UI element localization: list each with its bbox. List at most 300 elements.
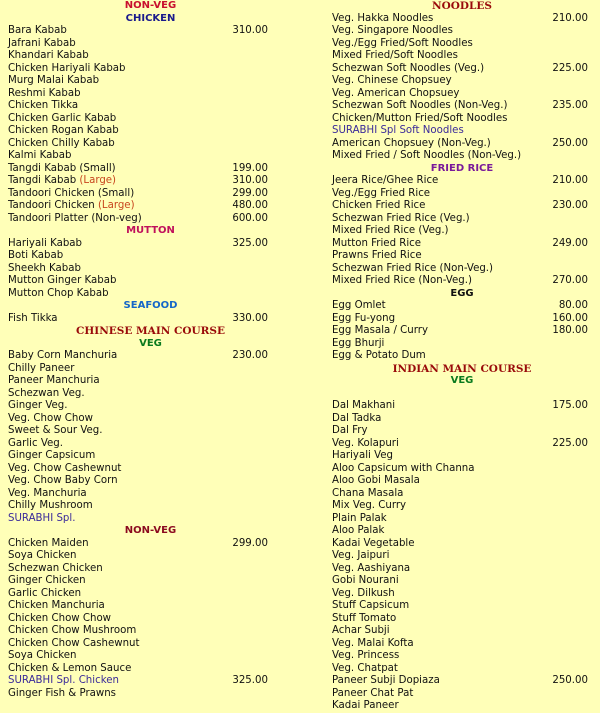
- menu-item: [332, 588, 592, 601]
- menu-item-price: 230.00: [552, 200, 588, 211]
- menu-item: [8, 200, 293, 213]
- menu-item-name-text: Mixed Fried/Soft Noodles: [332, 50, 458, 61]
- menu-item: [332, 188, 592, 201]
- menu-column-right: [332, 0, 592, 713]
- menu-item-name-text: Dal Tadka: [332, 412, 382, 424]
- menu-item: [8, 613, 293, 626]
- menu-item-name-text: Mutton Ginger Kabab: [8, 275, 117, 286]
- menu-item-name-text: Ginger Fish & Prawns: [8, 687, 116, 699]
- menu-item-name: [8, 263, 81, 276]
- menu-item-name-text: Veg. Aashiyana: [332, 562, 411, 574]
- menu-item-name-text: Kadai Vegetable: [332, 537, 415, 549]
- menu-item-name-text: Paneer Manchuria: [8, 375, 100, 386]
- menu-item-name-text: Veg. Jaipuri: [332, 550, 390, 561]
- menu-item-name: [8, 63, 126, 76]
- menu-item: [8, 513, 293, 526]
- menu-item-name: [332, 13, 433, 26]
- menu-item-name-text: Veg. Chinese Chopsuey: [332, 75, 452, 86]
- menu-item-name-text: Veg. Singapore Noodles: [332, 25, 453, 36]
- menu-item: [8, 438, 293, 451]
- menu-item-name: [332, 188, 430, 201]
- menu-item-size: (Large): [97, 200, 135, 211]
- menu-item-name-text: Veg. Manchuria: [8, 487, 87, 499]
- menu-item-name-text: Reshmi Kabab: [8, 87, 81, 99]
- menu-item-name: [8, 375, 100, 388]
- menu-item-price: 180.00: [552, 325, 588, 336]
- menu-item-name-text: Tandoori Platter (Non-veg): [8, 212, 142, 224]
- menu-item: [8, 600, 293, 613]
- menu-item-name: [8, 275, 116, 288]
- menu-item-name: [8, 88, 81, 101]
- menu-item-name: [8, 200, 135, 213]
- menu-item: [8, 638, 293, 651]
- menu-item-name: [332, 650, 399, 663]
- menu-item-name-text: Achar Subji: [332, 625, 390, 636]
- menu-item: [332, 175, 592, 188]
- menu-item-name-text: Ginger Veg.: [8, 400, 68, 411]
- menu-item-name: [8, 175, 116, 188]
- menu-item-name: [332, 150, 521, 163]
- menu-item-name: [332, 513, 387, 526]
- menu-item-name-text: Veg. Dilkush: [332, 587, 395, 599]
- menu-item: [332, 350, 592, 363]
- menu-item-name-text: Veg. Princess: [332, 650, 400, 661]
- menu-item-price: 299.00: [232, 537, 268, 549]
- menu-item-name: [332, 75, 452, 88]
- menu-item: [332, 238, 592, 251]
- menu-item-name: [332, 63, 484, 76]
- menu-item-name-text: Veg. Chow Cashewnut: [8, 462, 122, 474]
- menu-item-name-text: Veg. Kolapuri: [332, 437, 399, 449]
- menu-item-name: [332, 625, 390, 638]
- menu-item: [332, 675, 592, 688]
- menu-item-name: [332, 675, 440, 688]
- menu-item: [332, 125, 592, 138]
- menu-item-price: 210.00: [552, 12, 588, 24]
- menu-item-name-text: Tandoori Chicken: [8, 200, 95, 211]
- menu-item-name: [332, 613, 396, 626]
- menu-item-price: 225.00: [552, 437, 588, 449]
- menu-item-name-text: Chicken Rogan Kabab: [8, 125, 119, 136]
- menu-item-name: [332, 425, 368, 438]
- menu-item-name-text: Chicken Chow Cashewnut: [8, 637, 140, 649]
- menu-item: [8, 675, 293, 688]
- menu-item-name: [8, 638, 140, 651]
- menu-item-price: 330.00: [232, 312, 268, 324]
- menu-item-name: [332, 113, 507, 126]
- menu-item-name: [8, 463, 121, 476]
- menu-item-name-text: Chicken Chow Chow: [8, 612, 112, 624]
- menu-item: [8, 175, 293, 188]
- menu-item-name: [332, 450, 393, 463]
- menu-item-name-text: Egg & Potato Dum: [332, 350, 426, 361]
- menu-item-name-text: Hariyali Veg: [332, 450, 394, 461]
- menu-item-price: 310.00: [232, 175, 268, 186]
- menu-item-name-text: Veg. Hakka Noodles: [332, 12, 434, 24]
- menu-item: [332, 513, 592, 526]
- menu-item: [8, 163, 293, 176]
- menu-item-name: [8, 575, 86, 588]
- menu-item-name-text: Murg Malai Kabab: [8, 75, 100, 86]
- menu-item-name-text: Tangdi Kabab (Small): [8, 162, 116, 174]
- menu-item-name-text: Kalmi Kabab: [8, 150, 72, 161]
- menu-item: [8, 263, 293, 276]
- menu-item: [332, 563, 592, 576]
- menu-item: [8, 150, 293, 163]
- menu-item-name-text: Mutton Fried Rice: [332, 237, 422, 249]
- menu-item: [332, 113, 592, 126]
- menu-item-name: [8, 500, 93, 513]
- section-heading-non-veg: NON-VEG: [124, 525, 177, 536]
- menu-item-name: [8, 550, 76, 563]
- menu-item: [332, 213, 592, 226]
- menu-item-name: [332, 138, 491, 151]
- menu-item-name-text: Sweet & Sour Veg.: [8, 425, 103, 436]
- menu-item-name-text: Egg Bhurji: [332, 337, 385, 349]
- menu-item-name: [8, 163, 116, 176]
- menu-item-price: 80.00: [558, 300, 588, 311]
- menu-item-name-text: Boti Kabab: [8, 250, 64, 261]
- menu-item-name: [332, 350, 426, 363]
- menu-item-name: [8, 388, 85, 401]
- menu-item-name: [332, 38, 473, 51]
- menu-item-name-text: Chicken Maiden: [8, 537, 89, 549]
- menu-item-name: [332, 550, 389, 563]
- menu-item-price: 235.00: [552, 100, 588, 111]
- menu-item-price: 325.00: [232, 675, 268, 686]
- menu-item-name-text: Schezwan Fried Rice (Veg.): [332, 212, 470, 224]
- menu-item-name-text: Ginger Capsicum: [8, 450, 96, 461]
- menu-item-name-text: Aloo Capsicum with Channa: [332, 462, 475, 474]
- menu-item-name: [332, 600, 409, 613]
- menu-item-name-text: Baby Corn Manchuria: [8, 350, 118, 361]
- menu-item: [8, 500, 293, 513]
- menu-item: [8, 288, 293, 301]
- menu-item: [8, 625, 293, 638]
- section-heading-mutton: MUTTON: [126, 225, 175, 236]
- menu-item: [8, 63, 293, 76]
- menu-item-name: [332, 25, 453, 38]
- menu-item-name: [8, 613, 111, 626]
- menu-item-name: [332, 588, 395, 601]
- menu-item: [332, 650, 592, 663]
- menu-item-size: (Large): [79, 175, 117, 186]
- menu-item-name-text: Chicken Hariyali Kabab: [8, 62, 126, 74]
- menu-item-price: 250.00: [552, 137, 588, 149]
- menu-item: [332, 688, 592, 701]
- menu-item: [332, 300, 592, 313]
- menu-item-name: [8, 288, 109, 301]
- menu-item-name: [8, 213, 142, 226]
- menu-item-name: [8, 363, 74, 376]
- menu-item: [332, 413, 592, 426]
- menu-item: [332, 538, 592, 551]
- menu-item-name: [8, 113, 116, 126]
- menu-item: [8, 400, 293, 413]
- menu-item-name: [8, 625, 136, 638]
- menu-item: [8, 563, 293, 576]
- menu-item-name-text: Veg./Egg Fried/Soft Noodles: [332, 37, 473, 49]
- menu-item-name-text: Mix Veg. Curry: [332, 500, 407, 511]
- menu-item: [332, 338, 592, 351]
- menu-item-name-text: Garlic Veg.: [8, 437, 63, 449]
- menu-item-name: [332, 488, 403, 501]
- menu-item-price: 175.00: [552, 400, 588, 411]
- menu-item-name-text: Khandari Kabab: [8, 50, 89, 61]
- menu-item-name: [8, 25, 67, 38]
- menu-item-name-text: Paneer Subji Dopiaza: [332, 675, 440, 686]
- menu-item: [8, 113, 293, 126]
- section-heading-chinese-main-course: CHINESE MAIN COURSE: [76, 325, 225, 337]
- menu-item-name: [8, 538, 89, 551]
- menu-item-name-text: Schezwan Soft Noodles (Veg.): [332, 62, 485, 74]
- menu-item-name-text: Stuff Tomato: [332, 612, 397, 624]
- menu-item: [332, 200, 592, 213]
- menu-item-name-text: Paneer Chat Pat: [332, 687, 414, 699]
- menu-item-name: [8, 588, 81, 601]
- menu-item: [332, 313, 592, 326]
- menu-item: [8, 38, 293, 51]
- menu-item: [332, 75, 592, 88]
- menu-item-name: [332, 663, 398, 676]
- menu-item-name: [8, 600, 105, 613]
- menu-item-name: [332, 700, 399, 713]
- menu-item: [8, 463, 293, 476]
- menu-item-name-text: Dal Fry: [332, 425, 368, 436]
- menu-item-name: [332, 538, 415, 551]
- menu-item: [332, 25, 592, 38]
- menu-item-name-text: Egg Omlet: [332, 300, 386, 311]
- menu-item-price: 210.00: [552, 175, 588, 186]
- menu-item-name-text: Fish Tikka: [8, 312, 58, 324]
- menu-item-name-text: Schezwan Veg.: [8, 387, 85, 399]
- menu-item-name: [332, 463, 475, 476]
- menu-item-name-text: Mixed Fried / Soft Noodles (Non-Veg.): [332, 150, 522, 161]
- menu-item: [8, 538, 293, 551]
- menu-item: [8, 413, 293, 426]
- section-heading-non-veg: NON-VEG: [124, 0, 177, 11]
- menu-item-name: [8, 513, 75, 526]
- menu-item-name: [332, 575, 399, 588]
- menu-item: [332, 13, 592, 26]
- menu-item-name-text: Garlic Chicken: [8, 587, 82, 599]
- menu-item-price: 249.00: [552, 237, 588, 249]
- menu-item-price: 600.00: [232, 212, 268, 224]
- menu-item-name-text: SURABHI Spl.: [8, 512, 76, 524]
- menu-item: [332, 100, 592, 113]
- section-heading-indian-main-course: INDIAN MAIN COURSE: [392, 362, 532, 375]
- menu-item-name: [8, 238, 82, 251]
- menu-item: [8, 75, 293, 88]
- menu-item: [8, 363, 293, 376]
- menu-item-name-text: Dal Makhani: [332, 400, 396, 411]
- menu-item-name-text: Schezwan Soft Noodles (Non-Veg.): [332, 100, 508, 111]
- menu-item-name-text: Veg. Chow Baby Corn: [8, 475, 118, 486]
- menu-item: [332, 63, 592, 76]
- menu-item-name: [332, 175, 438, 188]
- spacer: [332, 388, 592, 401]
- menu-item-name: [8, 425, 102, 438]
- menu-item-price: 480.00: [232, 200, 268, 211]
- menu-item-name-text: Chicken Chow Mushroom: [8, 625, 137, 636]
- menu-item-price: 225.00: [552, 62, 588, 74]
- menu-item: [8, 550, 293, 563]
- menu-item-name: [332, 688, 413, 701]
- menu-item-name-text: Chicken Manchuria: [8, 600, 105, 611]
- menu-item: [8, 450, 293, 463]
- menu-item: [332, 613, 592, 626]
- menu-item-name-text: Chilly Paneer: [8, 362, 75, 374]
- menu-item-name: [332, 238, 421, 251]
- menu-item: [332, 88, 592, 101]
- menu-item: [332, 638, 592, 651]
- menu-item-price: 299.00: [232, 187, 268, 199]
- menu-item-name-text: Stuff Capsicum: [332, 600, 410, 611]
- menu-item-name: [8, 313, 58, 326]
- menu-item-name: [332, 325, 428, 338]
- menu-item-name-text: Veg. Chow Chow: [8, 412, 93, 424]
- menu-item-name: [8, 475, 118, 488]
- menu-item-name: [332, 638, 414, 651]
- menu-item-name-text: Bara Kabab: [8, 25, 67, 36]
- section-heading-noodles: NOODLES: [432, 0, 492, 12]
- menu-item-name: [332, 225, 449, 238]
- menu-item-name: [8, 350, 117, 363]
- menu-item-name-text: Egg Fu-yong: [332, 312, 396, 324]
- menu-item: [8, 650, 293, 663]
- menu-item-price: 230.00: [232, 350, 268, 361]
- menu-item: [332, 475, 592, 488]
- menu-item-name-text: SURABHI Spl. Chicken: [8, 675, 119, 686]
- menu-item-name-text: Kadai Paneer: [332, 700, 399, 711]
- menu-item-name: [8, 138, 115, 151]
- menu-item-name: [332, 563, 410, 576]
- menu-item-name-text: Chicken Fried Rice: [332, 200, 426, 211]
- menu-item-name-text: Chicken Chilly Kabab: [8, 137, 115, 149]
- menu-item-name-text: Chicken/Mutton Fried/Soft Noodles: [332, 112, 508, 124]
- menu-item-name: [8, 250, 63, 263]
- menu-item-name-text: Ginger Chicken: [8, 575, 86, 586]
- menu-item: [332, 425, 592, 438]
- menu-item: [8, 488, 293, 501]
- menu-item-name-text: Chilly Mushroom: [8, 500, 93, 511]
- menu-item-name: [8, 438, 63, 451]
- menu-item: [332, 463, 592, 476]
- menu-item-name: [332, 338, 384, 351]
- menu-item-name-text: Mutton Chop Kabab: [8, 287, 109, 299]
- menu-item-name-text: Soya Chicken: [8, 550, 77, 561]
- menu-item-name: [332, 275, 472, 288]
- menu-item-name-text: Schezwan Chicken: [8, 562, 103, 574]
- menu-item: [332, 50, 592, 63]
- menu-item: [332, 500, 592, 513]
- menu-item-name: [332, 313, 395, 326]
- section-heading-veg: VEG: [139, 337, 162, 349]
- menu-item-name-text: Veg./Egg Fried Rice: [332, 187, 431, 199]
- menu-item-name: [8, 38, 76, 51]
- menu-item: [332, 600, 592, 613]
- menu-item: [332, 38, 592, 51]
- menu-item-name: [332, 200, 425, 213]
- menu-item: [332, 663, 592, 676]
- menu-item-name: [332, 88, 459, 101]
- menu-item-name-text: American Chopsuey (Non-Veg.): [332, 137, 491, 149]
- menu-item-name: [332, 438, 399, 451]
- section-heading-seafood: SEAFOOD: [123, 300, 178, 311]
- menu-item: [8, 25, 293, 38]
- menu-item-name-text: Chicken Garlic Kabab: [8, 112, 117, 124]
- menu-item: [332, 250, 592, 263]
- menu-item-name-text: Tangdi Kabab: [8, 175, 77, 186]
- menu-item: [332, 525, 592, 538]
- menu-item-name: [8, 400, 68, 413]
- menu-item: [332, 550, 592, 563]
- menu-item-name: [8, 75, 99, 88]
- menu-item: [8, 475, 293, 488]
- menu-item: [8, 388, 293, 401]
- menu-item: [8, 125, 293, 138]
- menu-item-name-text: Veg. American Chopsuey: [332, 87, 460, 99]
- menu-item-name: [332, 50, 458, 63]
- menu-item-name: [332, 213, 470, 226]
- menu-item: [8, 238, 293, 251]
- menu-item-name: [332, 300, 386, 313]
- menu-item-name: [332, 263, 493, 276]
- menu-column-left: [8, 0, 293, 700]
- menu-item-name: [8, 675, 119, 688]
- menu-item-name-text: Mixed Fried Rice (Non-Veg.): [332, 275, 472, 286]
- menu-item-name: [8, 650, 76, 663]
- menu-item: [8, 88, 293, 101]
- menu-item-name-text: Jeera Rice/Ghee Rice: [332, 175, 439, 186]
- menu-item-name: [8, 125, 119, 138]
- menu-item-name: [332, 475, 420, 488]
- menu-item: [8, 688, 293, 701]
- menu-item-name: [332, 500, 406, 513]
- menu-item-name: [8, 488, 87, 501]
- menu-item: [8, 350, 293, 363]
- menu-item: [332, 263, 592, 276]
- menu-item-name-text: Hariyali Kabab: [8, 237, 83, 249]
- menu-item-name: [8, 450, 95, 463]
- menu-item-name: [332, 400, 395, 413]
- menu-item: [8, 313, 293, 326]
- menu-item: [332, 625, 592, 638]
- menu-item-price: 310.00: [232, 25, 268, 36]
- section-heading-fried-rice: FRIED RICE: [430, 162, 494, 174]
- menu-item: [8, 575, 293, 588]
- menu-item: [8, 588, 293, 601]
- menu-item-price: 250.00: [552, 675, 588, 686]
- menu-item-name: [8, 50, 89, 63]
- menu-item: [332, 575, 592, 588]
- menu-item-name: [8, 563, 103, 576]
- menu-item-price: 160.00: [552, 312, 588, 324]
- menu-item-name-text: Gobi Nourani: [332, 575, 399, 586]
- menu-item-price: 199.00: [232, 162, 268, 174]
- menu-item-name: [332, 100, 507, 113]
- menu-item-name-text: Prawns Fried Rice: [332, 250, 422, 261]
- menu-item-name: [8, 150, 72, 163]
- menu-item-name: [8, 188, 134, 201]
- menu-item: [332, 488, 592, 501]
- menu-item-name-text: Schezwan Fried Rice (Non-Veg.): [332, 262, 494, 274]
- menu-item-name: [332, 525, 384, 538]
- menu-item-name-text: Aloo Palak: [332, 525, 385, 536]
- menu-item-name-text: Egg Masala / Curry: [332, 325, 428, 336]
- menu-item: [8, 188, 293, 201]
- menu-item-name-text: Plain Palak: [332, 512, 387, 524]
